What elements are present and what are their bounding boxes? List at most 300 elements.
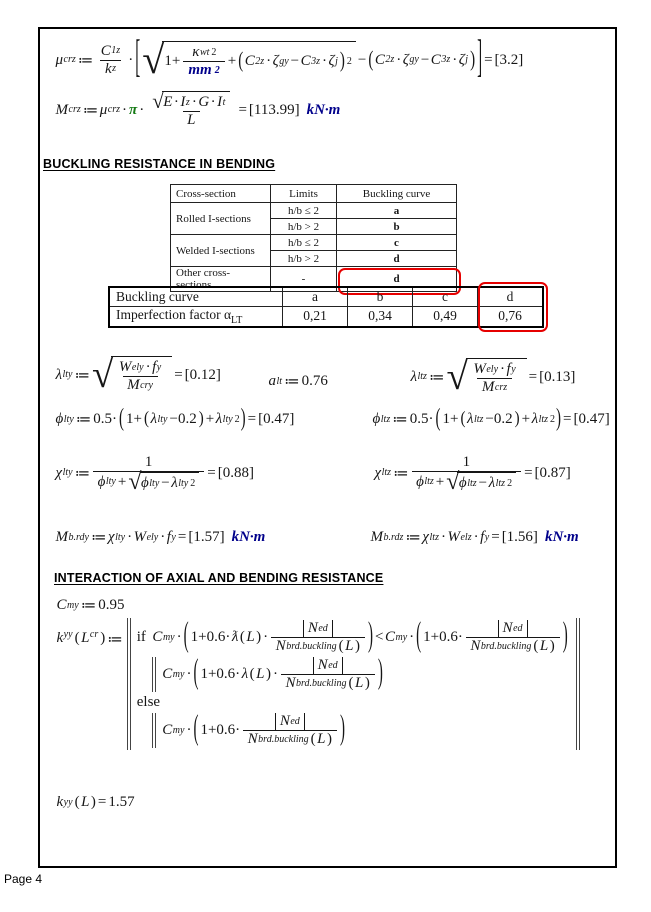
t1-rolled-curve-2: b	[337, 219, 457, 235]
math-subscript: yy	[63, 796, 73, 808]
math-subscript: brd.buckling	[286, 640, 337, 652]
math-op: ·	[440, 529, 446, 545]
math-var: N	[285, 675, 296, 691]
document-page	[38, 27, 617, 868]
math-fraction	[281, 657, 375, 692]
math-subscript: ed	[318, 622, 328, 634]
math-op: =	[97, 794, 107, 810]
math-subscript: brd.buckling	[296, 677, 347, 689]
math-denominator	[100, 60, 121, 78]
math-bracket: (	[183, 617, 189, 655]
math-unit: kN·m	[306, 101, 341, 118]
math-subscript: my	[67, 599, 79, 611]
math-bracket: ]	[477, 34, 483, 83]
math-op: )	[364, 675, 370, 691]
kyy-lhs	[56, 618, 124, 750]
math-result: [0.47]	[573, 411, 610, 427]
math-bracket: )	[339, 48, 345, 73]
math-subscript: y	[171, 531, 176, 543]
math-op: ·	[176, 629, 182, 645]
math-subscript: ltz	[429, 531, 439, 543]
program-bar-right	[576, 618, 580, 750]
math-result: [0.12]	[184, 366, 221, 383]
math-var: L	[246, 629, 255, 645]
math-subscript: lty	[115, 531, 126, 543]
math-var: λ	[466, 411, 474, 427]
math-var: λ	[531, 411, 539, 427]
math-var: C	[300, 53, 311, 69]
math-var: M	[55, 101, 68, 118]
math-var: N	[247, 731, 258, 747]
math-var: ϕ	[141, 475, 149, 491]
math-op: −	[420, 51, 430, 68]
math-var: λ	[241, 666, 249, 682]
math-op: )	[355, 638, 360, 654]
math-bracket: (	[143, 409, 149, 429]
math-op: ·	[145, 359, 151, 375]
page-number: Page 4	[4, 872, 43, 886]
math-op: ·	[322, 53, 328, 69]
equation-mu-crz	[55, 34, 524, 83]
t1-welded-limit-1: h/b ≤ 2	[271, 235, 337, 251]
math-subscript: my	[395, 631, 408, 643]
math-bracket: )	[339, 710, 345, 748]
math-fraction	[243, 713, 337, 748]
math-abs	[498, 620, 527, 637]
math-var: μ	[99, 101, 108, 118]
math-bracket: (	[368, 47, 374, 72]
math-radical: √	[128, 469, 142, 495]
math-subscript: 1z	[111, 45, 121, 56]
math-op: (	[239, 629, 245, 645]
t2-alpha-c: 0,49	[413, 307, 478, 327]
math-subscript: lty	[178, 477, 189, 489]
math-superscript: 2	[190, 477, 196, 489]
buckling-curve-selection-table	[170, 184, 457, 292]
branch-bar	[152, 657, 156, 692]
math-subscript: lty	[63, 413, 74, 425]
math-bracket: )	[377, 654, 383, 692]
math-op: ≔	[392, 412, 408, 428]
math-subscript: brd.buckling	[480, 640, 532, 652]
math-result: [0.47]	[258, 411, 295, 427]
math-var: N	[470, 638, 481, 654]
math-radical: √	[446, 469, 460, 495]
math-var: W	[118, 359, 132, 375]
math-var: λ	[171, 475, 178, 491]
math-op: 1.57	[108, 794, 135, 810]
math-subscript: 2z	[255, 55, 265, 67]
t1-welded-limit-2: h/b > 2	[271, 251, 337, 267]
math-denominator	[93, 469, 204, 495]
math-radical: √	[446, 355, 468, 398]
math-op: <	[375, 629, 384, 645]
buckling-curve-selection-table-wrap	[170, 184, 457, 292]
math-op: )	[100, 630, 106, 646]
math-subscript: lty	[62, 369, 73, 380]
math-op: 0.5·	[409, 411, 434, 427]
math-op: =	[528, 368, 538, 385]
math-op: ·	[396, 51, 402, 68]
math-var: I	[217, 94, 223, 110]
math-var: N	[275, 638, 286, 654]
math-sqrt	[142, 37, 356, 82]
math-subscript: ely	[146, 531, 159, 543]
math-op: =	[524, 464, 533, 481]
math-op: (	[74, 630, 80, 646]
math-var: ƛ	[231, 629, 239, 645]
t1-rolled-curve-1: a	[337, 203, 457, 219]
math-var: a	[268, 373, 276, 389]
math-var: W	[133, 529, 147, 545]
math-bracket: (	[416, 617, 422, 655]
math-var: λ	[55, 366, 62, 383]
math-op: (	[348, 675, 354, 691]
kyy-else-expression	[162, 710, 346, 748]
math-op: ·	[191, 94, 197, 110]
math-op: (	[249, 666, 255, 682]
imperfection-factor-table-wrap	[108, 286, 544, 328]
equation-a-lt	[268, 372, 329, 391]
branch-bar	[152, 713, 156, 748]
math-op: +	[205, 411, 215, 427]
math-fraction	[469, 361, 521, 396]
equation-phi-lty	[55, 405, 295, 433]
equation-kyy-result	[56, 794, 136, 811]
math-var: χ	[422, 529, 430, 545]
math-subscript: yy	[63, 629, 73, 640]
math-subscript: ltz	[495, 477, 506, 489]
math-numerator	[269, 713, 310, 730]
t1-welded-curve-1: c	[337, 235, 457, 251]
math-subscript: j	[465, 54, 469, 65]
math-keyword: if	[136, 629, 146, 645]
math-subscript: cry	[140, 379, 153, 391]
math-var: ϕ	[97, 473, 106, 490]
math-subscript: ed	[328, 659, 338, 671]
math-var: f	[480, 529, 485, 545]
math-var: W	[473, 361, 486, 377]
math-numerator	[492, 620, 533, 637]
math-sqrt	[128, 469, 199, 495]
math-subscript: gy	[409, 54, 419, 65]
imperfection-factor-table	[108, 286, 544, 328]
math-subscript: ltz	[467, 477, 477, 489]
math-radicand	[140, 472, 200, 492]
t2-curve-a: a	[283, 287, 348, 307]
math-var: k	[104, 60, 112, 77]
math-op: 1+	[164, 53, 181, 69]
math-subscript: my	[172, 724, 185, 736]
math-subscript: wt	[199, 46, 210, 58]
math-subscript: lty	[105, 476, 116, 487]
math-subscript: lt	[276, 375, 283, 387]
math-numerator	[114, 359, 166, 376]
math-op: )	[266, 666, 271, 682]
math-fraction	[93, 454, 204, 495]
math-var: λ	[150, 411, 157, 427]
math-subscript: crz	[494, 381, 508, 393]
math-op: (	[533, 638, 539, 654]
math-op: ·	[186, 666, 192, 682]
math-op: 1+0.6·	[190, 629, 231, 645]
math-op: ≔	[393, 465, 409, 482]
math-unit: kN·m	[544, 529, 579, 545]
math-denominator	[281, 674, 375, 692]
math-op: 0.95	[98, 597, 125, 613]
math-var: L	[345, 638, 354, 654]
math-op: 1+	[126, 411, 142, 427]
math-sqrt	[446, 469, 516, 495]
math-bracket: )	[368, 617, 373, 655]
math-unit-superscript: 2	[214, 64, 220, 76]
math-sqrt	[152, 91, 230, 111]
section-heading-interaction: INTERACTION OF AXIAL AND BENDING RESISTANCE	[54, 571, 384, 585]
math-var: M	[55, 529, 68, 545]
math-op: ·	[127, 529, 133, 545]
equation-mb-rdz	[370, 528, 580, 547]
math-subscript: ltz	[381, 467, 392, 478]
t1-other-label: Other cross-sections	[171, 267, 271, 292]
math-superscript: 2	[211, 46, 217, 58]
math-var: f	[166, 529, 171, 545]
math-var: N	[307, 620, 318, 636]
math-op: (	[74, 794, 80, 810]
math-op: +	[435, 473, 445, 490]
math-fraction	[466, 620, 560, 655]
t1-rolled-limit-2: h/b > 2	[271, 219, 337, 235]
math-numerator	[297, 620, 338, 637]
math-var: k	[56, 630, 64, 646]
math-var: ζ	[458, 51, 465, 68]
math-var: I	[180, 94, 186, 110]
math-var: M	[127, 377, 140, 393]
math-var: χ	[107, 529, 115, 545]
math-bracket: (	[193, 710, 199, 748]
math-numerator	[140, 454, 158, 471]
math-op: ·	[409, 629, 415, 645]
math-fraction	[114, 359, 166, 394]
math-op: ·	[210, 94, 216, 110]
math-var: μ	[55, 51, 64, 68]
math-superscript: 2	[507, 477, 513, 489]
math-var: χ	[374, 464, 382, 481]
math-var: ζ	[402, 51, 409, 68]
math-var: M	[370, 529, 383, 545]
math-numerator	[147, 91, 235, 111]
equation-phi-ltz	[372, 405, 611, 433]
math-var: ϕ	[372, 411, 381, 427]
math-var: C	[56, 597, 67, 613]
math-op: =	[247, 411, 257, 427]
math-op: ≔	[77, 52, 94, 69]
math-op: ·	[186, 722, 192, 738]
math-subscript: crz	[68, 104, 81, 115]
math-op: ≔	[74, 367, 90, 384]
math-subscript: b.rdz	[383, 531, 404, 543]
math-op: ≔	[405, 530, 421, 546]
math-subscript: ltz	[380, 413, 391, 425]
math-op: ·	[160, 529, 166, 545]
math-op: =	[207, 464, 216, 481]
math-subscript: ltz	[424, 476, 434, 487]
math-subscript: crz	[63, 54, 76, 65]
math-numerator	[307, 657, 348, 674]
math-bracket: )	[198, 409, 204, 429]
equation-chi-ltz	[374, 454, 572, 495]
math-denominator	[477, 378, 512, 396]
math-op: −	[478, 475, 488, 491]
t1-welded-label: Welded I-sections	[171, 235, 271, 267]
math-op: ≔	[107, 632, 123, 648]
math-op: ·	[263, 629, 269, 645]
math-op: =	[484, 51, 493, 68]
math-var: N	[317, 657, 328, 673]
math-op: (	[338, 638, 344, 654]
math-bracket: )	[562, 617, 568, 655]
kyy-then-branch	[149, 654, 569, 692]
math-denominator	[271, 637, 365, 655]
math-var: L	[539, 638, 549, 654]
math-numerator	[188, 44, 221, 61]
math-op: ·	[128, 51, 134, 68]
math-superscript: 2	[550, 413, 556, 425]
math-subscript: my	[172, 668, 185, 680]
math-subscript: lty	[62, 467, 73, 478]
math-op: )	[90, 794, 96, 810]
math-op: ·	[473, 529, 479, 545]
equation-c-my	[56, 596, 125, 615]
math-op: ≔	[428, 369, 445, 386]
math-result: [1.56]	[501, 529, 538, 545]
equation-lambda-lty	[55, 353, 222, 396]
math-fraction	[412, 454, 522, 495]
math-var: C	[162, 722, 173, 738]
math-op: 1+0.6·	[423, 629, 463, 645]
math-sqrt	[446, 355, 526, 398]
t1-rolled-limit-1: h/b ≤ 2	[271, 203, 337, 219]
math-var: ϕ	[416, 473, 424, 490]
math-result: [0.13]	[539, 368, 576, 385]
math-subscript: j	[335, 55, 338, 67]
math-subscript: elz	[460, 531, 472, 543]
math-subscript: z	[185, 96, 190, 108]
math-var: C	[244, 53, 255, 69]
t1-header-limits: Limits	[271, 185, 337, 203]
math-radical: √	[152, 89, 164, 113]
math-radical: √	[92, 353, 114, 396]
equation-chi-lty	[55, 454, 255, 495]
t2-curve-d: d	[478, 287, 544, 307]
math-result: [3.2]	[494, 51, 524, 68]
math-subscript: brd.buckling	[258, 733, 309, 745]
math-var: C	[374, 51, 385, 68]
math-op: ≔	[284, 374, 300, 390]
math-subscript: 3z	[311, 55, 321, 67]
math-var: M	[481, 379, 495, 395]
math-var: C	[162, 666, 173, 682]
math-abs	[313, 657, 342, 674]
math-op: ≔	[74, 465, 91, 482]
kyy-then-expression	[162, 654, 384, 692]
math-radicand	[162, 91, 231, 111]
math-numerator	[458, 454, 476, 471]
math-op: =	[174, 366, 183, 383]
math-var: κ	[192, 44, 200, 60]
t2-row1-label: Buckling curve	[109, 287, 283, 307]
math-op: ·	[500, 361, 506, 377]
math-bracket: (	[238, 48, 244, 73]
math-op: ·	[452, 51, 458, 68]
math-op: =	[491, 529, 500, 545]
math-subscript: ed	[290, 715, 300, 727]
math-op: )	[549, 638, 555, 654]
kyy-else-keyword	[137, 694, 569, 711]
math-bracket: )	[470, 47, 476, 72]
math-op: −0.2	[169, 411, 197, 427]
math-var: ϕ	[55, 411, 64, 427]
math-op: −	[290, 53, 300, 69]
math-bracket: (	[193, 654, 199, 692]
math-op: =	[177, 529, 187, 545]
math-var: ϕ	[458, 475, 467, 491]
math-superscript: 2	[234, 413, 240, 425]
math-denominator	[243, 730, 337, 748]
math-bracket: (	[460, 409, 466, 429]
math-abs	[303, 620, 332, 637]
math-subscript: y	[156, 361, 162, 373]
math-keyword: else	[136, 694, 161, 710]
kyy-else-branch	[149, 710, 569, 748]
math-subscript: y	[484, 531, 490, 543]
math-op: +	[117, 473, 127, 490]
math-op: ≔	[90, 530, 107, 546]
t1-other-curve: d	[337, 267, 457, 292]
t2-alpha-d: 0,76	[478, 307, 544, 327]
math-op: 1+	[442, 411, 459, 427]
math-subscript: lty	[149, 477, 160, 489]
math-var: χ	[55, 464, 63, 481]
math-result: [0.87]	[534, 464, 571, 481]
math-bracket: )	[240, 405, 246, 433]
math-subscript: b.rdy	[68, 531, 89, 543]
math-op: −	[357, 51, 367, 68]
math-var: C	[384, 629, 395, 645]
math-var: L	[187, 112, 196, 128]
math-denominator	[466, 637, 560, 655]
math-op: −0.2	[485, 411, 513, 427]
math-bracket: [	[135, 34, 141, 83]
math-subscript: my	[162, 631, 175, 643]
math-var: f	[506, 361, 511, 377]
math-op: 0.76	[301, 373, 328, 389]
math-subscript: crz	[107, 104, 120, 115]
math-radicand	[111, 356, 172, 394]
math-fraction	[96, 43, 125, 78]
math-bracket: (	[119, 405, 125, 433]
t1-welded-curve-2: d	[337, 251, 457, 267]
math-var: L	[317, 731, 326, 747]
math-var: f	[152, 359, 157, 375]
kyy-if-condition	[136, 617, 569, 655]
math-op: +	[521, 411, 531, 427]
math-op: 1	[462, 454, 471, 470]
math-op: =	[563, 411, 572, 427]
math-subscript: z	[112, 63, 117, 74]
math-subscript: ltz	[473, 413, 484, 425]
math-var: λ	[410, 368, 417, 385]
math-var: C	[152, 629, 163, 645]
